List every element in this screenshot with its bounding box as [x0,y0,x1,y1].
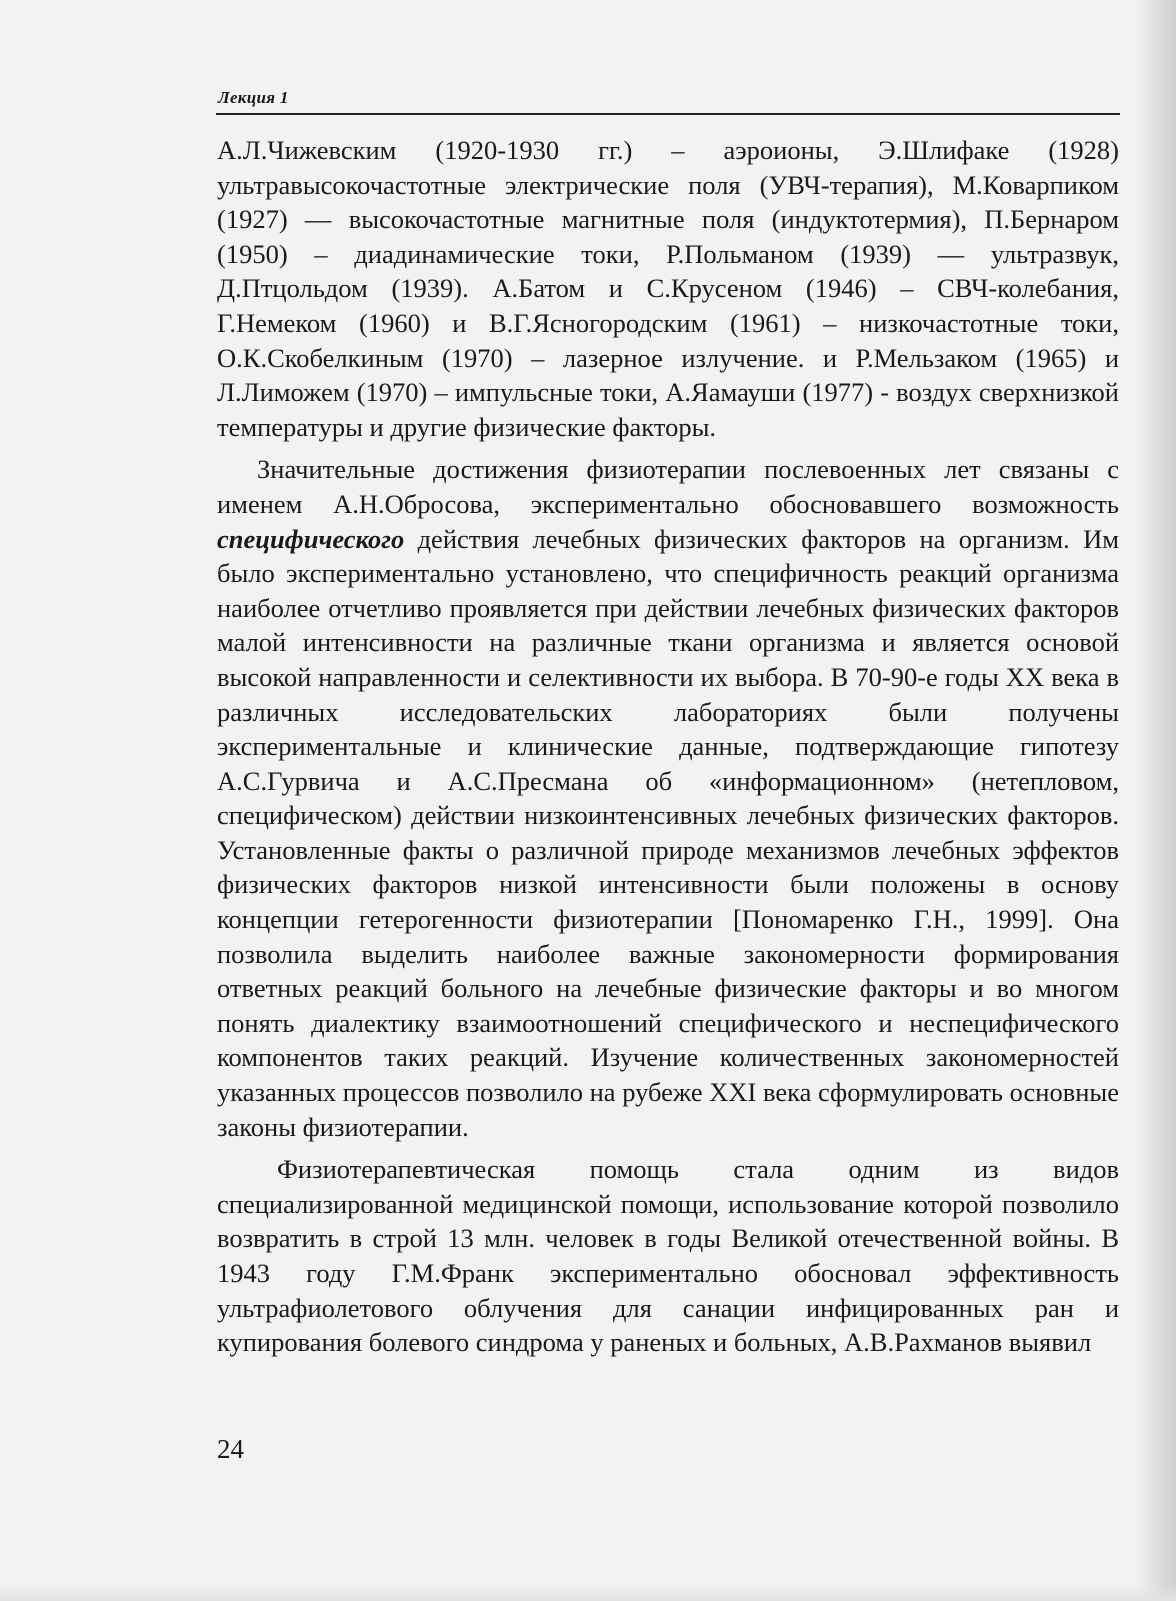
page-number: 24 [217,1434,244,1464]
paragraph-1: А.Л.Чижевским (1920-1930 гг.) – аэроионы, Э.Шлифаке (1928) ультравысокочастотные электрические поля (УВЧ-терапия), М.Коварпиком (1927) — высокочастотные магнитные поля (индуктотермия), П.Бернаром (1950) – диадинамические токи, Р.Польманом (1939) — ультразвук, Д.Птцольдом (1939). А.Батом и С.Крусеном (1946) – СВЧ-колебания, Г.Немеком (1960) и В.Г.Ясногородским (1961) – низкочастотные токи, О.К.Скобелкиным (1970) – лазерное излучение. и Р.Мельзаком (1965) и Л.Лиможем (1970) – импульсные токи, А.Яамауши (1977) - воздух сверхнизкой температуры и другие физические факторы. [217,135,1119,442]
paragraph-2-text-after: действия лечебных физических факторов на организм. Им было экспериментально установлено, что специфичность реакций организма наиболее отчетливо проявляется при действии лечебных физических факторов малой интенсивности на различные ткани организма и является основой высокой направленности и селективности их выбора. В 70-90-е годы XX века в различных исследовательских лабораториях были получены экспериментальные и клинические данные, подтверждающие гипотезу А.С.Гурвича и А.С.Пресмана об «информационном» (нетепловом, специфическом) действии низкоинтенсивных лечебных физических факторов. Установленные факты о различной природе механизмов лечебных эффектов физических факторов низкой интенсивности были положены в основу концепции гетерогенности физиотерапии [Пономаренко Г.Н., 1999]. Она позволила выделить наиболее важные закономерности формирования ответных реакций больного на лечебные физические факторы и во многом понять диалектику взаимоотношений специфического и неспецифического компонентов таких реакций. Изучение количественных закономерностей указанных процессов позволило на рубеже XXI века сформулировать основные законы физиотерапии. [217,523,1119,1142]
paragraph-3: Физиотерапевтическая помощь стала одним из видов специализированной медицинской помощи, использование которой позволило возвратить в строй 13 млн. человек в годы Великой отечественной войны. В 1943 году Г.М.Франк экспериментально обосновал эффективность ультрафиолетового облучения для санации инфицированных ран и купирования болевого синдрома у раненых и больных, А.В.Рахманов выявил [217,1154,1119,1358]
page-edge-shadow [1136,0,1176,1601]
page-body [217,133,1119,1360]
paragraph-2 [217,452,1119,1144]
paragraph-2-emphasis: специфического [217,523,405,554]
header-rule [216,113,1120,115]
running-header: Лекция 1 [218,88,289,107]
page-bottom-shade [0,1583,1176,1601]
paragraph-2-text-before: Значительные достижения физиотерапии послевоенных лет связаны с именем А.Н.Обросова, экспериментально обосновавшего возможность [217,454,1119,519]
